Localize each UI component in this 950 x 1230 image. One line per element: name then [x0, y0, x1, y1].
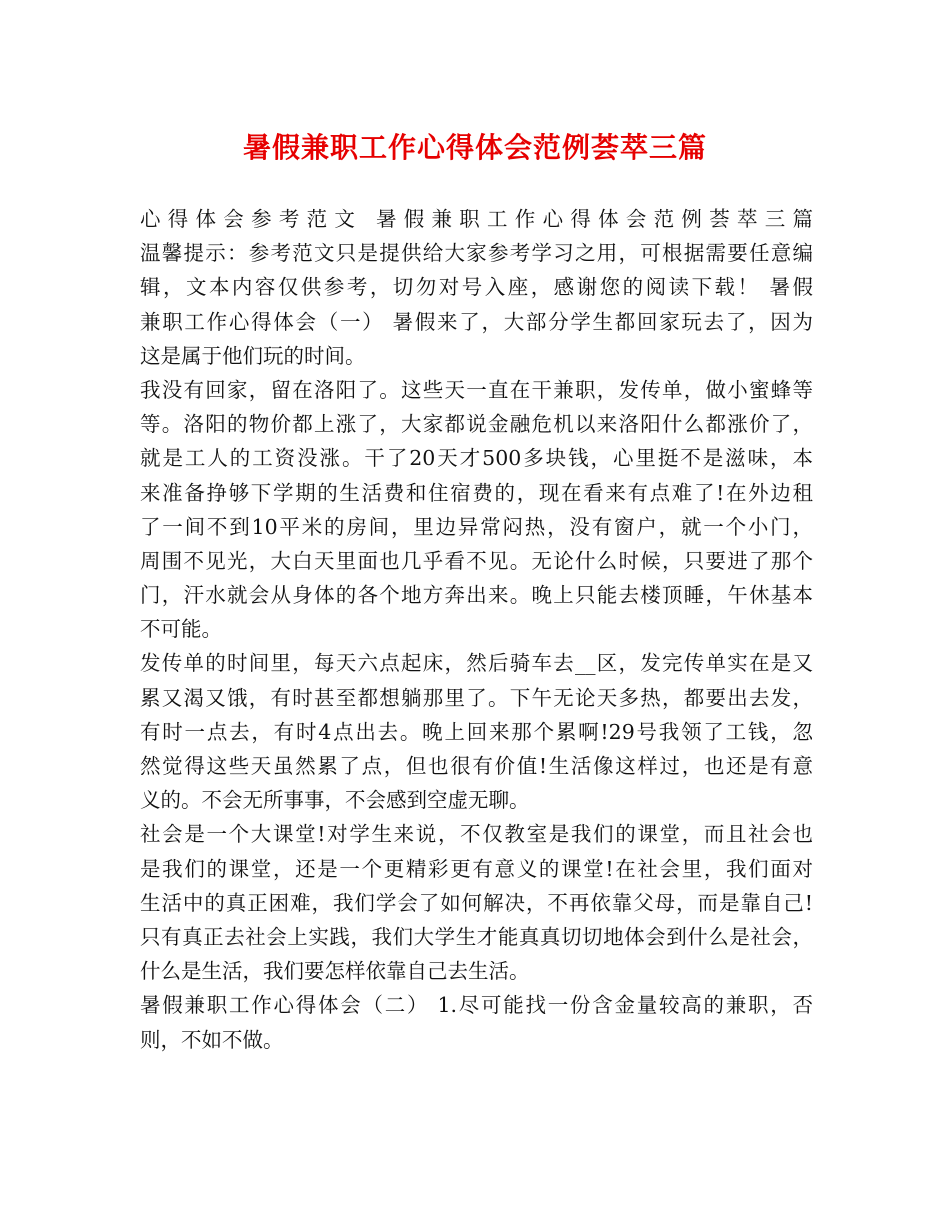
text-line: 门，汗水就会从身体的各个地方奔出来。晚上只能去楼顶睡，午休基本 — [140, 583, 813, 608]
text-line: 生活中的真正困难，我们学会了如何解决，不再依靠父母，而是靠自己! — [140, 890, 813, 915]
text-line: 发传单的时间里，每天六点起床，然后骑车去__区，发完传单实在是又 — [140, 651, 813, 676]
text-line: 什么是生活，我们要怎样依靠自己去生活。 — [140, 959, 530, 984]
text-line: 只有真正去社会上实践，我们大学生才能真真切切地体会到什么是社会， — [140, 924, 813, 949]
text-line: 累又渴又饿，有时甚至都想躺那里了。下午无论天多热，都要出去发， — [140, 685, 813, 710]
text-line: 社会是一个大课堂!对学生来说，不仅教室是我们的课堂，而且社会也 — [140, 822, 813, 847]
text-line: 然觉得这些天虽然累了点，但也很有价值!生活像这样过，也还是有意 — [140, 754, 813, 778]
document-body — [140, 202, 813, 1057]
text-line: 心得体会参考范文 暑假兼职工作心得体会范例荟萃三篇 — [140, 207, 813, 231]
text-line: 则，不如不做。 — [140, 1027, 284, 1052]
text-line: 有时一点去，有时4点出去。晚上回来那个累啊!29号我领了工钱，忽 — [140, 719, 813, 744]
text-line: 就是工人的工资没涨。干了20天才500多块钱，心里挺不是滋味，本 — [140, 446, 813, 471]
text-line: 温馨提示：参考范文只是提供给大家参考学习之用，可根据需要任意编 — [140, 241, 813, 266]
text-line: 这是属于他们玩的时间。 — [140, 343, 366, 368]
text-line: 来准备挣够下学期的生活费和住宿费的，现在看来有点难了!在外边租 — [140, 480, 813, 505]
text-line: 辑，文本内容仅供参考，切勿对号入座，感谢您的阅读下载！ 暑假 — [140, 275, 813, 300]
text-line: 我没有回家，留在洛阳了。这些天一直在干兼职，发传单，做小蜜蜂等 — [140, 377, 813, 402]
text-line: 不可能。 — [140, 617, 222, 642]
text-line: 等。洛阳的物价都上涨了，大家都说金融危机以来洛阳什么都涨价了， — [140, 412, 813, 437]
text-line: 义的。不会无所事事，不会感到空虚无聊。 — [140, 788, 530, 813]
text-line: 兼职工作心得体会（一） 暑假来了，大部分学生都回家玩去了，因为 — [140, 309, 813, 334]
text-line: 是我们的课堂，还是一个更精彩更有意义的课堂!在社会里，我们面对 — [140, 856, 813, 881]
text-line: 了一间不到10平米的房间，里边异常闷热，没有窗户，就一个小门， — [140, 514, 813, 539]
text-line: 周围不见光，大白天里面也几乎看不见。无论什么时候，只要进了那个 — [140, 548, 813, 573]
text-line: 暑假兼职工作心得体会（二） 1.尽可能找一份含金量较高的兼职，否 — [140, 993, 813, 1018]
document-title: 暑假兼职工作心得体会范例荟萃三篇 — [242, 131, 707, 164]
